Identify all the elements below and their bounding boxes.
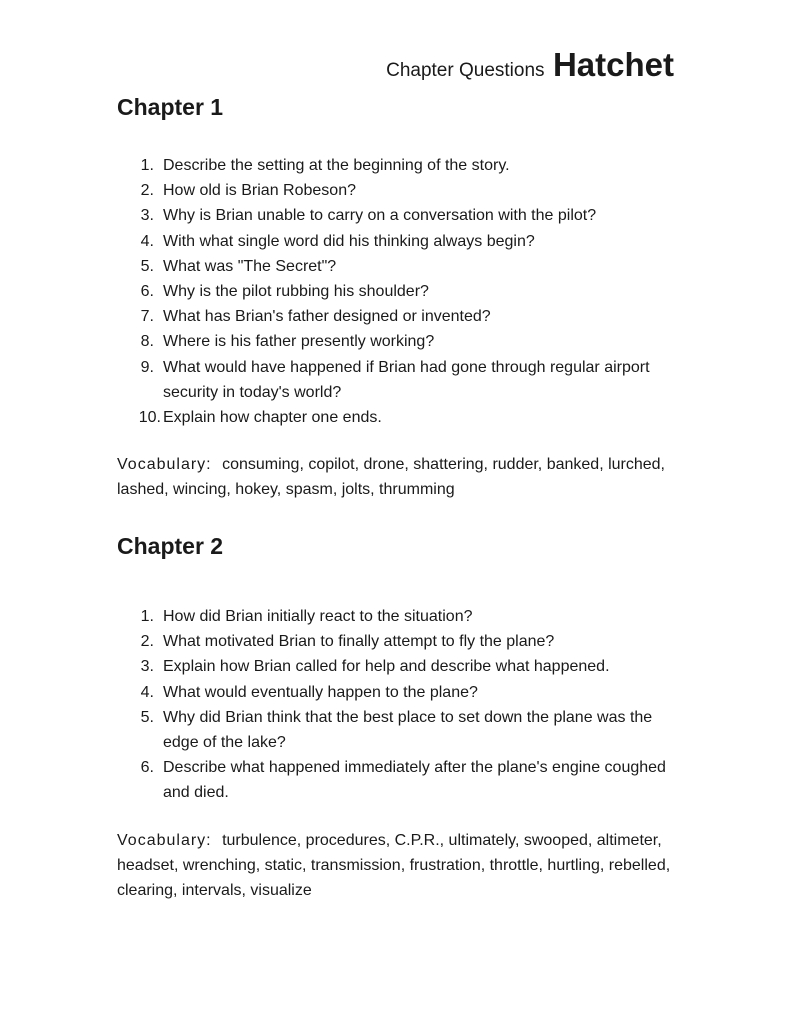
question-item bbox=[117, 153, 677, 178]
question-text: How old is Brian Robeson? bbox=[163, 182, 356, 200]
question-item bbox=[117, 629, 677, 654]
question-item bbox=[117, 229, 677, 254]
question-item bbox=[117, 203, 677, 228]
question-number: 10. bbox=[138, 409, 161, 427]
question-number: 5. bbox=[140, 708, 154, 726]
question-item bbox=[117, 604, 677, 629]
vocabulary-paragraph bbox=[117, 452, 677, 502]
question-item bbox=[117, 680, 677, 705]
header-subtitle: Chapter Questions bbox=[386, 60, 545, 81]
chapter-1-section bbox=[117, 92, 677, 503]
question-number: 3. bbox=[140, 207, 154, 225]
question-item bbox=[117, 654, 677, 679]
question-item bbox=[117, 329, 677, 354]
question-list bbox=[117, 153, 677, 430]
question-item bbox=[117, 178, 677, 203]
question-number: 3. bbox=[140, 658, 154, 676]
vocabulary-label: Vocabulary: bbox=[117, 456, 212, 474]
question-number: 1. bbox=[140, 157, 154, 174]
question-text: With what single word did his thinking always begin? bbox=[163, 232, 535, 250]
question-number: 6. bbox=[140, 283, 154, 301]
question-number: 8. bbox=[140, 333, 154, 351]
question-item bbox=[117, 355, 677, 405]
question-number: 5. bbox=[140, 257, 154, 275]
question-text: Why is Brian unable to carry on a conversation with the pilot? bbox=[163, 207, 597, 225]
vocabulary-label: Vocabulary: bbox=[117, 831, 212, 849]
question-text: What would eventually happen to the plane? bbox=[163, 683, 478, 701]
question-text: What would have happened if Brian had gone through regular airport security in today's world? bbox=[163, 358, 650, 401]
page-header bbox=[386, 46, 674, 84]
question-text: What was "The Secret"? bbox=[163, 257, 337, 275]
question-text: Explain how chapter one ends. bbox=[163, 409, 382, 427]
question-item bbox=[117, 254, 677, 279]
question-item bbox=[117, 755, 677, 805]
question-number: 1. bbox=[140, 608, 154, 625]
question-text: How did Brian initially react to the situation? bbox=[163, 608, 473, 625]
question-number: 7. bbox=[140, 308, 154, 326]
vocabulary-words: turbulence, procedures, C.P.R., ultimately, swooped, altimeter, headset, wrenching, static, transmission, frustration, throttle, hurtling, rebelled, clearing, intervals, visualize bbox=[117, 831, 671, 900]
question-text: What has Brian's father designed or invented? bbox=[163, 308, 491, 326]
question-list bbox=[117, 604, 677, 806]
question-item bbox=[117, 405, 677, 430]
question-text: Explain how Brian called for help and describe what happened. bbox=[163, 658, 610, 676]
question-text: Describe what happened immediately after the plane's engine coughed and died. bbox=[163, 759, 666, 802]
question-number: 9. bbox=[140, 358, 154, 376]
question-number: 2. bbox=[140, 633, 154, 651]
question-item bbox=[117, 279, 677, 304]
question-text: What motivated Brian to finally attempt to fly the plane? bbox=[163, 633, 555, 651]
question-number: 2. bbox=[140, 182, 154, 200]
question-number: 4. bbox=[140, 683, 154, 701]
question-item bbox=[117, 304, 677, 329]
question-item bbox=[117, 705, 677, 755]
vocabulary-paragraph bbox=[117, 828, 677, 904]
question-text: Why did Brian think that the best place to set down the plane was the edge of the lake? bbox=[163, 708, 653, 752]
question-number: 6. bbox=[140, 759, 154, 777]
chapter-heading: Chapter 1 bbox=[117, 94, 224, 120]
chapter-heading: Chapter 2 bbox=[117, 533, 224, 559]
page-title: Hatchet bbox=[552, 46, 674, 83]
question-text: Where is his father presently working? bbox=[163, 333, 435, 351]
question-number: 4. bbox=[140, 232, 154, 250]
question-text: Why is the pilot rubbing his shoulder? bbox=[163, 283, 429, 301]
question-text: Describe the setting at the beginning of the story. bbox=[163, 157, 510, 174]
vocabulary-words: consuming, copilot, drone, shattering, rudder, banked, lurched, lashed, wincing, hokey, spasm, jolts, thrumming bbox=[117, 456, 665, 499]
chapter-2-section bbox=[117, 531, 677, 903]
